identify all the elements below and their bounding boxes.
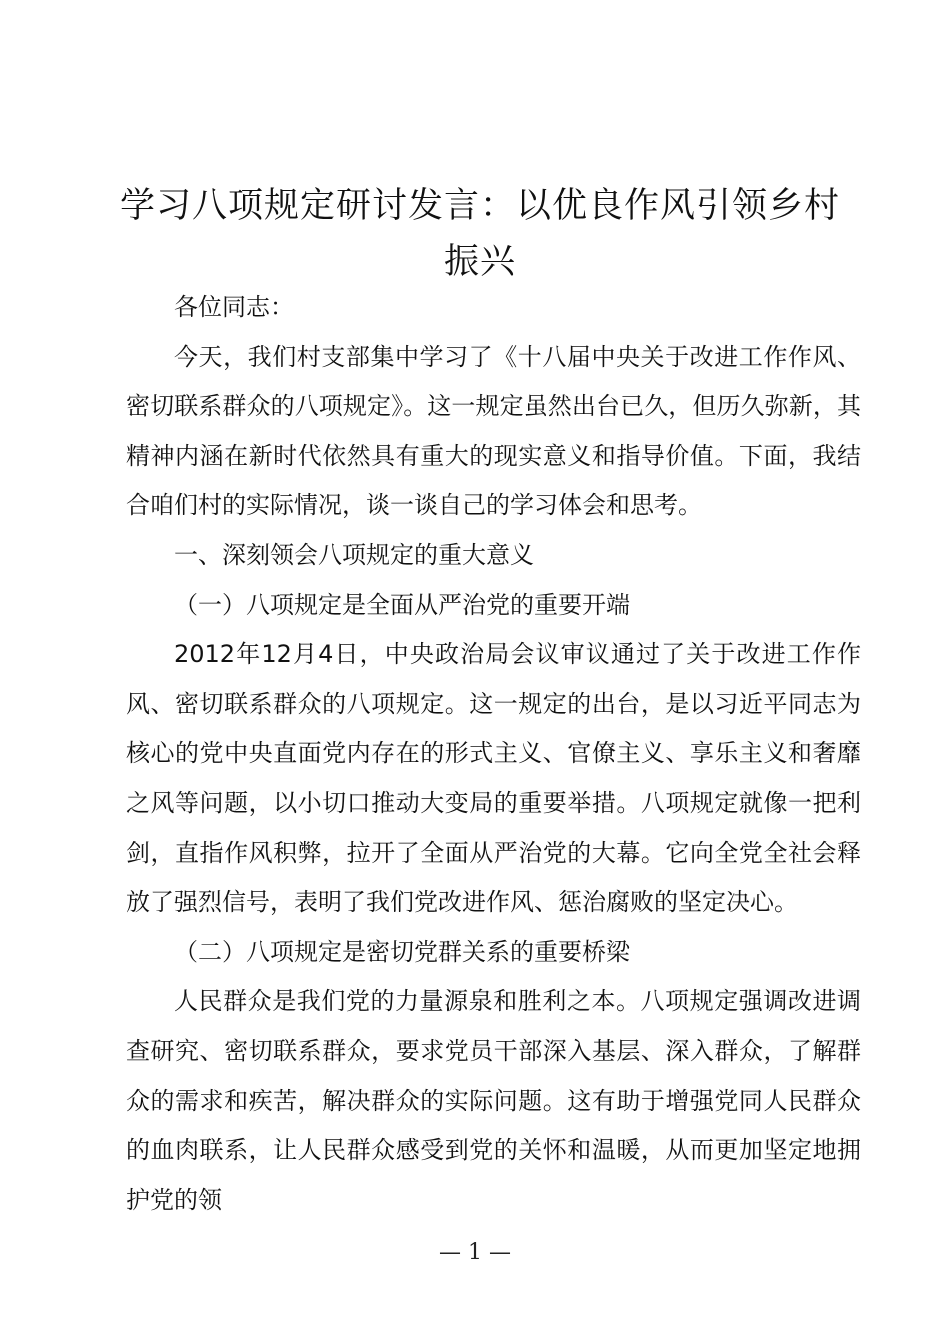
paragraph-body-1: 2012年12月4日，中央政治局会议审议通过了关于改进工作作风、密切联系群众的八项规定。这一规定的出台，是以习近平同志为核心的党中央直面党内存在的形式主义、官僚主义、享乐主义和奢靡之风等问题，以小切口推动大变局的重要举措。八项规定就像一把利剑，直指作风积弊，拉开了全面从严治党的大幕。它向全党全社会释放了强烈信号，表明了我们党改进作风、惩治腐败的坚定决心。 <box>126 640 861 917</box>
document-body <box>126 283 861 1225</box>
subsection-heading-1: （一）八项规定是全面从严治党的重要开端 <box>174 590 630 619</box>
salutation: 各位同志： <box>174 293 294 321</box>
document-title: 学习八项规定研讨发言：以优良作风引领乡村振兴 <box>120 186 841 282</box>
page-number: — 1 — <box>439 1240 511 1265</box>
paragraph-intro: 今天，我们村支部集中学习了《十八届中央关于改进工作作风、密切联系群众的八项规定》。这一规定虽然出台已久，但历久弥新，其精神内涵在新时代依然具有重大的现实意义和指导价值。下面，我结合咱们村的实际情况，谈一谈自己的学习体会和思考。 <box>126 342 861 520</box>
paragraph-body-2: 人民群众是我们党的力量源泉和胜利之本。八项规定强调改进调查研究、密切联系群众，要求党员干部深入基层、深入群众，了解群众的需求和疾苦，解决群众的实际问题。这有助于增强党同人民群众的血肉联系，让人民群众感受到党的关怀和温暖，从而更加坚定地拥护党的领 <box>126 987 861 1214</box>
subsection-heading-2: （二）八项规定是密切党群关系的重要桥梁 <box>174 937 630 966</box>
section-heading-1: 一、深刻领会八项规定的重大意义 <box>174 540 534 569</box>
